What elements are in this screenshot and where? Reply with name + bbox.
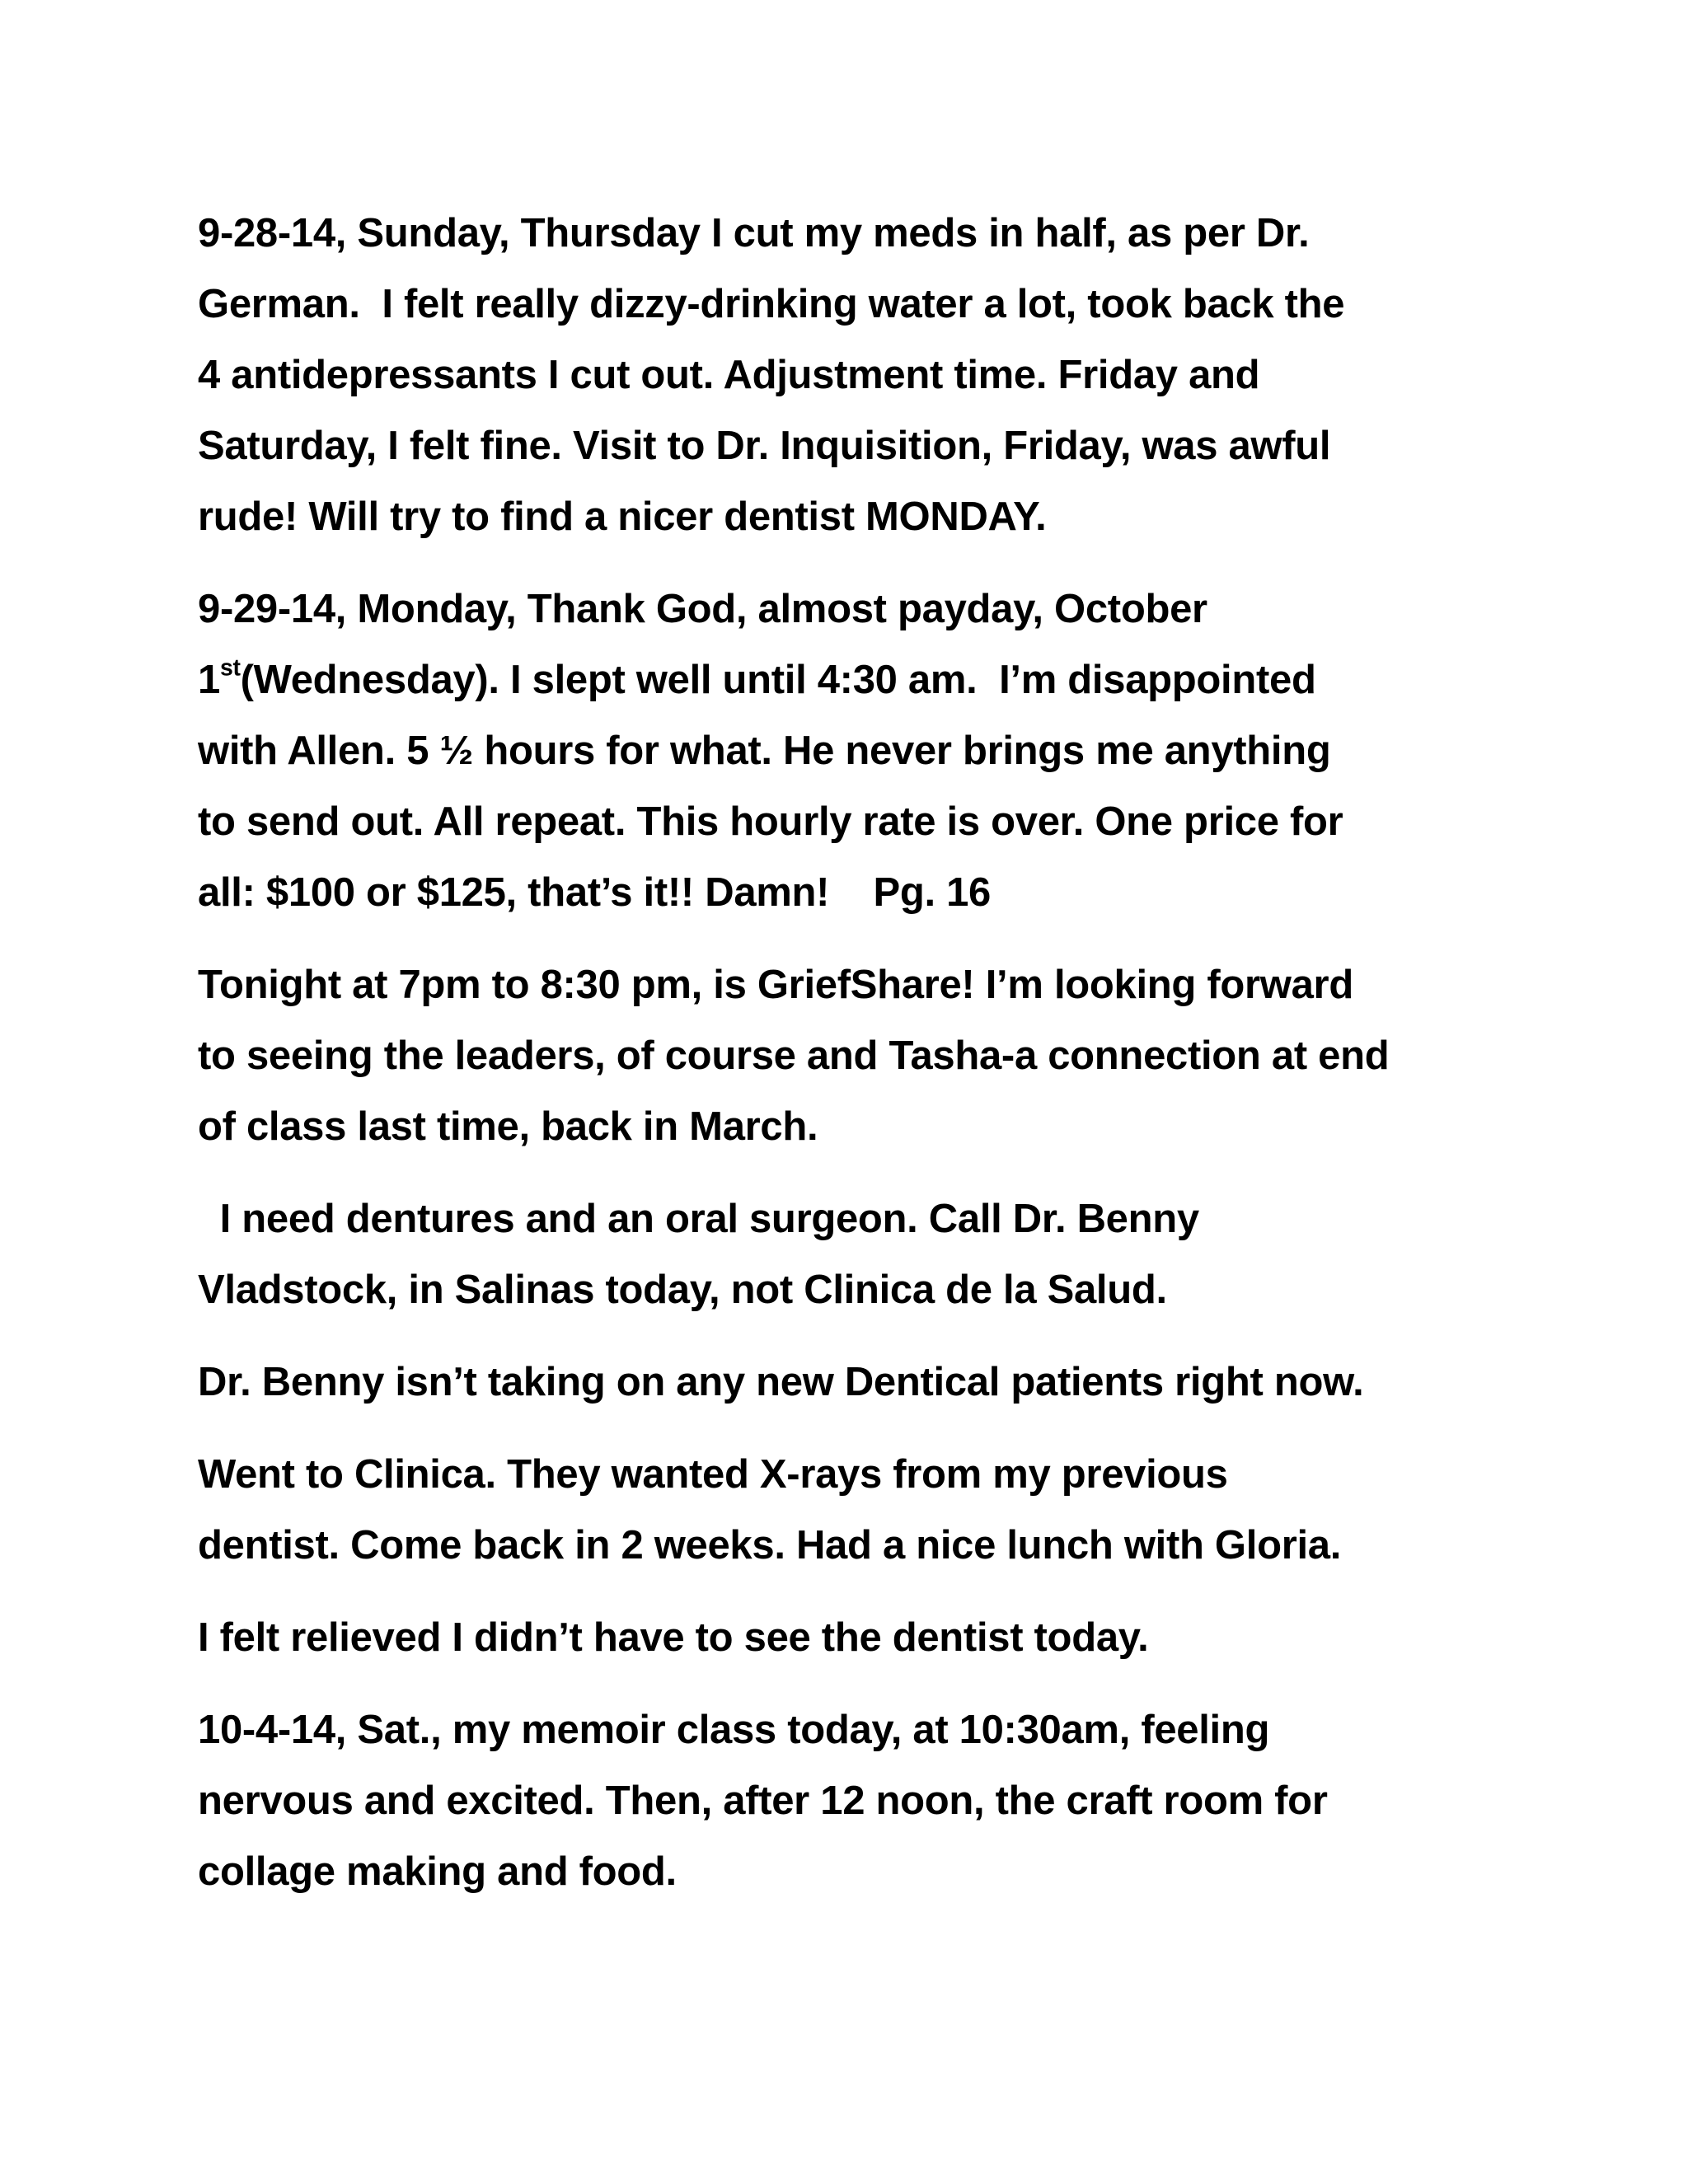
journal-entry-9-29-14 — [198, 574, 1500, 928]
text-line: to send out. All repeat. This hourly rate is over. One price for — [198, 799, 1343, 844]
text-line: of class last time, back in March. — [198, 1104, 818, 1149]
griefshare-note — [198, 949, 1500, 1162]
text-line — [198, 644, 1500, 715]
text-line: 9-28-14, Sunday, Thursday I cut my meds in half, as per Dr. — [198, 211, 1310, 255]
text-line: German. I felt really dizzy-drinking water a lot, took back the — [198, 282, 1345, 326]
ordinal-suffix: st — [219, 654, 241, 682]
text-line: nervous and excited. Then, after 12 noon, the craft room for — [198, 1779, 1328, 1823]
text-line: dentist. Come back in 2 weeks. Had a nice lunch with Gloria. — [198, 1523, 1342, 1568]
text-line: Tonight at 7pm to 8:30 pm, is GriefShare! I’m looking forward — [198, 963, 1353, 1007]
dentures-note — [198, 1183, 1500, 1325]
text-line: Saturday, I felt fine. Visit to Dr. Inquisition, Friday, was awful — [198, 424, 1331, 468]
text-line: Went to Clinica. They wanted X-rays from my previous — [198, 1452, 1228, 1497]
text-line-rest: (Wednesday). I slept well until 4:30 am. I’m disappointed — [240, 658, 1316, 702]
text-line: 9-29-14, Monday, Thank God, almost payday, October — [198, 587, 1207, 631]
text-line: 10-4-14, Sat., my memoir class today, at 10:30am, feeling — [198, 1708, 1270, 1752]
text-line: Dr. Benny isn’t taking on any new Dentical patients right now. — [198, 1360, 1364, 1404]
text-line: I felt relieved I didn’t have to see the dentist today. — [198, 1615, 1149, 1660]
text-line: I need dentures and an oral surgeon. Call Dr. Benny — [198, 1197, 1199, 1241]
text-line: with Allen. 5 ½ hours for what. He never brings me anything — [198, 729, 1331, 773]
text-line: all: $100 or $125, that’s it!! Damn! Pg. 16 — [198, 870, 991, 915]
text-line: 4 antidepressants I cut out. Adjustment time. Friday and — [198, 353, 1260, 397]
text-line: to seeing the leaders, of course and Tasha-a connection at end — [198, 1033, 1390, 1078]
journal-text — [198, 198, 1500, 1929]
text-line: Vladstock, in Salinas today, not Clinica de la Salud. — [198, 1268, 1167, 1312]
text-line: collage making and food. — [198, 1849, 677, 1894]
relieved-note — [198, 1602, 1500, 1673]
text-line: rude! Will try to find a nicer dentist MONDAY. — [198, 494, 1047, 539]
clinica-note — [198, 1439, 1500, 1581]
journal-entry-9-28-14 — [198, 198, 1500, 552]
ordinal-number: 1 — [198, 658, 220, 702]
journal-entry-10-4-14 — [198, 1694, 1500, 1907]
dr-benny-note — [198, 1347, 1500, 1418]
